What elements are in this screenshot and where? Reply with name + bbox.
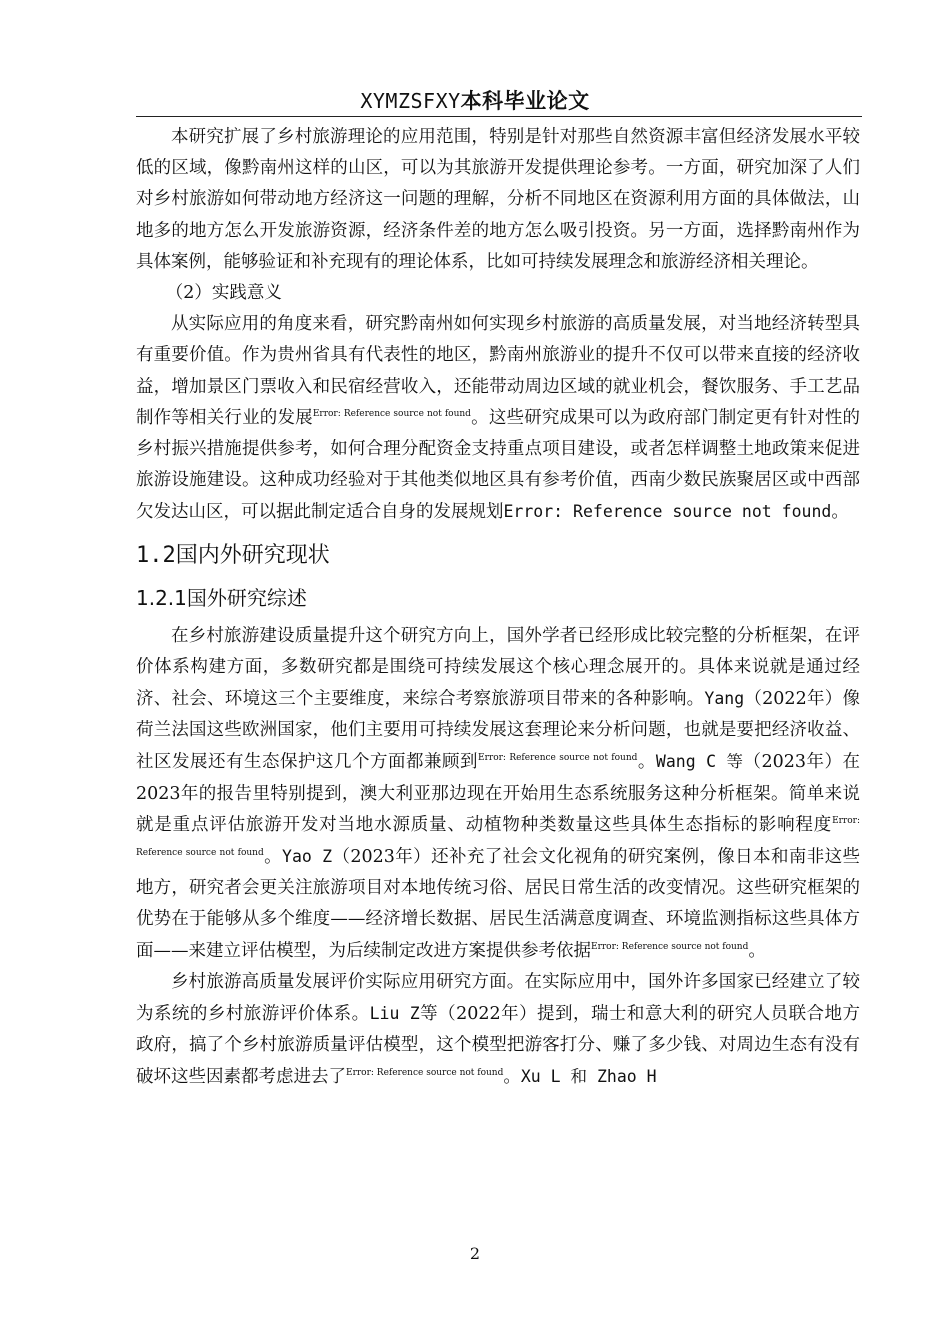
section-number: 1.2.1 [136,585,187,610]
subheading-practical-significance: （2）实践意义 [165,283,282,304]
page-body [136,122,860,1094]
reference-error: Error: Reference source not found [591,941,749,952]
paragraph-practical-significance [136,309,860,528]
paragraph-theoretical-significance: 本研究扩展了乡村旅游理论的应用范围，特别是针对那些自然资源丰富但经济发展水平较低的区域，像黔南州这样的山区，可以为其旅游开发提供理论参考。一方面，研究加深了人们对乡村旅游如何带动地方经济这一问题的理解，分析不同地区在资源利用方面的具体做法，山地多的地方怎么开发旅游资源，经济条件差的地方怎么吸引投资。另一方面，选择黔南州作为具体案例，能够验证和补充现有的理论体系，比如可持续发展理念和旅游经济相关理论。 [136,127,860,272]
text-run: 。 [503,1067,521,1088]
text-run: 。这些研究成果可以为政府部门制定更有针对性的乡村振兴措施提供参考，如何合理分配资金支持重点项目建设，或者怎样调整土地政策来促进旅游设施建设。这种成功经验对于其他类似地区具有参考价值，西南少数民族聚居区或中西部欠发达山区，可以据此制定适合自身的发展规划 [136,407,861,523]
author-name: Xu L 和 Zhao H [520,1067,657,1087]
header-rule [136,116,862,117]
reference-error: Error: Reference source not found [346,1068,504,1079]
running-header [0,88,950,114]
author-name: Yao Z [282,847,333,867]
reference-error: Error: Reference source not found [136,816,860,859]
section-number: 1.2 [136,542,176,568]
page-number: 2 [469,1244,481,1263]
text-run: （2022年）像荷兰法国这些欧洲国家，他们主要用可持续发展这套理论来分析问题，也就是要把经济收益、社区发展还有生态保护这几个方面都兼顾到 [136,689,860,773]
text-run: （2023年）还补充了社会文化视角的研究案例，像日本和南非这些地方，研究者会更关注旅游项目对本地传统习俗、居民日常生活的改变情况。这些研究框架的优势在于能够从多个维度——经济增长数据、居民生活满意度调查、环境监测指标这些具体方面——来建立评估模型，为后续制定改进方案提供参考依据 [136,847,861,961]
section-title: 国外研究综述 [186,585,307,610]
text-run: 。 [748,940,766,961]
author-name: Yang [704,689,745,709]
text-run: 。 [263,847,283,868]
reference-error: Error: Reference source not found [503,502,832,522]
author-name: Wang C 等 [655,752,744,772]
reference-error: Error: Reference source not found [478,753,638,764]
reference-error: Error: Reference source not found [312,409,471,419]
text-run: （2023年）在2023年的报告里特别提到，澳大利亚那边现在开始用生态系统服务这种分析框架。简单来说就是重点评估旅游开发对当地水源质量、动植物种类数量这些具体生态指标的影响程度 [136,752,861,835]
text-run: 从实际应用的角度来看，研究黔南州如何实现乡村旅游的高质量发展，对当地经济转型具有重要价值。作为贵州省具有代表性的地区，黔南州旅游业的提升不仅可以带来直接的经济收益，增加景区门票收入和民宿经营收入，还能带动周边区域的就业机会，餐饮服务、手工艺品制作等相关行业的发展 [136,314,860,428]
section-heading-1-2 [136,539,860,573]
text-run: 等（2022年）提到，瑞士和意大利的研究人员联合地方政府，搞了个乡村旅游质量评估模型，这个模型把游客打分、赚了多少钱、对周边生态有没有破坏这些因素都考虑进去了 [136,1004,860,1088]
header-title-en: XYMZSFXY [360,89,461,113]
section-heading-1-2-1 [136,581,860,615]
section-title: 国内外研究现状 [175,542,330,568]
text-run: 。 [831,502,849,523]
text-run: 在乡村旅游建设质量提升这个研究方向上，国外学者已经形成比较完整的分析框架，在评价体系构建方面，多数研究都是围绕可持续发展这个核心理念展开的。具体来说就是通过经济、社会、环境这三个主要维度，来综合考察旅游项目带来的各种影响。 [136,625,860,710]
paragraph-foreign-research [136,621,860,967]
text-run: 。 [637,752,656,773]
header-title-cn: 本科毕业论文 [460,89,590,113]
text-run: 乡村旅游高质量发展评价实际应用研究方面。在实际应用中，国外许多国家已经建立了较为系统的乡村旅游评价体系。 [136,971,860,1025]
author-name: Liu Z [369,1004,420,1024]
paragraph-evaluation-application [136,967,860,1094]
